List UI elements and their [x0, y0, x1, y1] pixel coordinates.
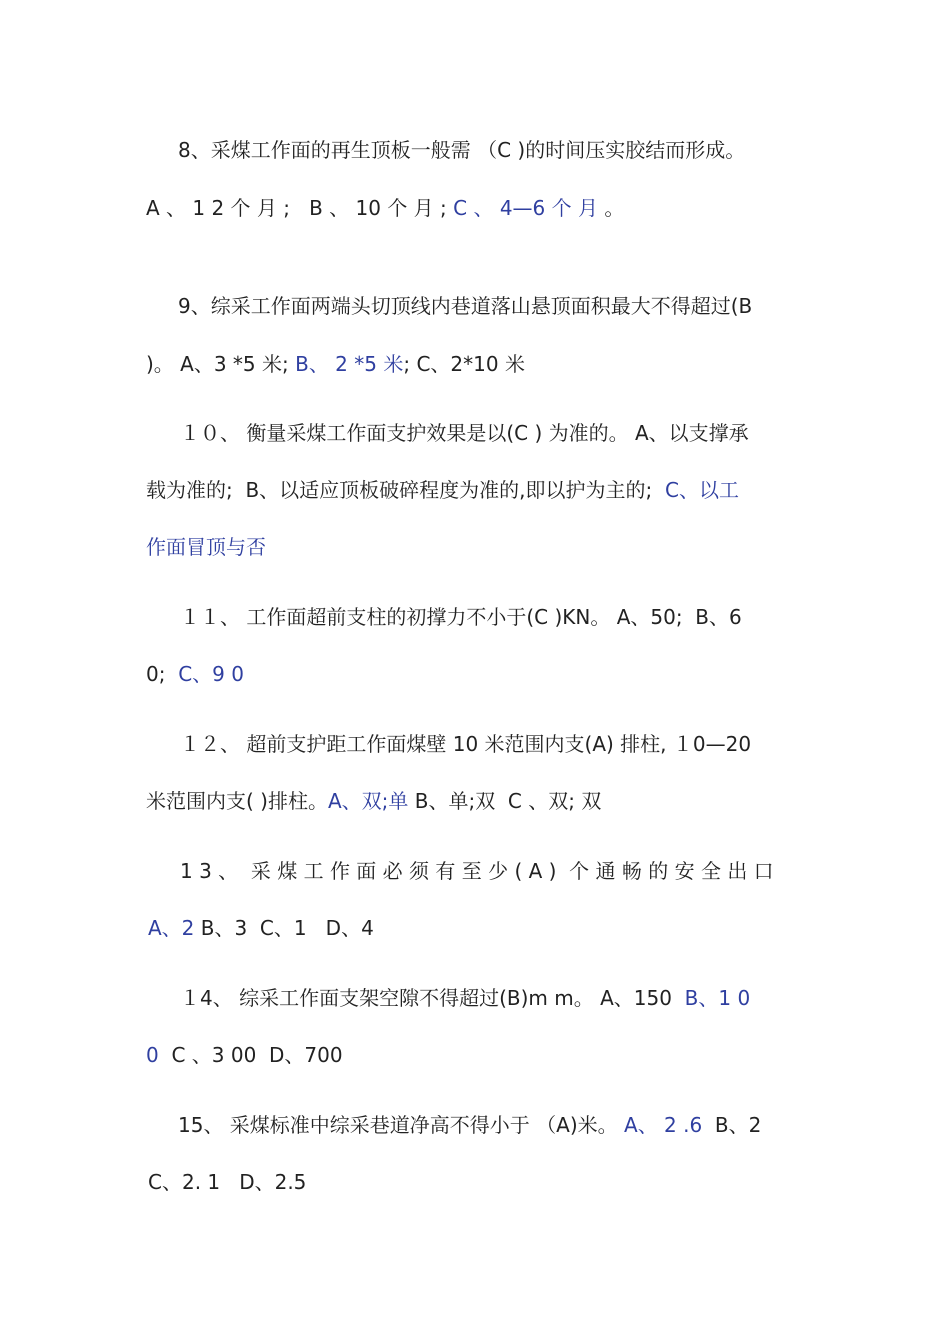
answer-text: 0: [146, 1043, 159, 1067]
question-1-line-2: [146, 194, 950, 222]
answer-text: A、双;单: [327, 789, 409, 813]
question-text: １０、 衡量采煤工作面支护效果是以(C ) 为准的。 A、以支撑承: [180, 421, 749, 445]
question-3-line-2: [146, 476, 950, 504]
question-text: B、2: [702, 1113, 762, 1137]
question-text: １２、 超前支护距工作面煤壁 10 米范围内支(A) 排柱, １0—20: [180, 732, 752, 756]
question-5-line-1: [180, 730, 950, 758]
answer-text: B、 2 *5 米: [295, 352, 404, 376]
question-5-line-2: [146, 787, 950, 815]
question-8-line-1: [178, 1111, 950, 1139]
question-text: １１、 工作面超前支柱的初撑力不小于(C )KN。 A、50; B、6: [180, 605, 742, 629]
question-text: 载为准的; B、以适应顶板破碎程度为准的,即以护为主的;: [146, 478, 665, 502]
question-text: ; C、2*10 米: [403, 352, 525, 376]
question-8-line-2: [148, 1168, 950, 1196]
question-6-line-2: [148, 914, 950, 942]
question-text: C、2. 1 D、2.5: [148, 1170, 307, 1194]
question-text: 15、 采煤标准中综采巷道净高不得小于 （A)米。: [178, 1113, 625, 1137]
answer-text: A、2: [148, 916, 195, 940]
answer-text: C、以工: [664, 478, 739, 502]
question-text: A 、 1 2 个 月 ; B 、 10 个 月 ;: [146, 196, 454, 220]
answer-text: 作面冒顶与否: [146, 535, 266, 559]
question-6-line-1: [180, 857, 950, 885]
question-3-line-3: [146, 533, 950, 561]
question-text: 米范围内支( )排柱。: [146, 789, 328, 813]
question-2-line-2: [146, 350, 950, 378]
question-text: 9、综采工作面两端头切顶线内巷道落山悬顶面积最大不得超过(B: [178, 294, 753, 318]
question-text: 1 3 、 采 煤 工 作 面 必 须 有 至 少 ( A ) 个 通 畅 的 安 全 出 口: [180, 859, 774, 883]
question-text: １4、 综采工作面支架空隙不得超过(B)m m。 A、150: [180, 986, 685, 1010]
question-1-line-1: [178, 136, 950, 164]
question-text: B、单;双 C 、双; 双: [408, 789, 602, 813]
question-4-line-1: [180, 603, 950, 631]
answer-text: C 、 4—6 个 月: [453, 196, 598, 220]
question-text: 8、采煤工作面的再生顶板一般需 （C )的时间压实胶结而形成。: [178, 138, 746, 162]
question-text: 0;: [146, 662, 179, 686]
question-4-line-2: [146, 660, 950, 688]
question-7-line-1: [180, 984, 950, 1012]
question-text: )。 A、3 *5 米;: [146, 352, 296, 376]
question-7-line-2: [146, 1041, 950, 1069]
question-text: 。: [597, 196, 625, 220]
question-text: B、3 C、1 D、4: [194, 916, 374, 940]
answer-text: C、9 0: [178, 662, 244, 686]
answer-text: A、 2 .6: [624, 1113, 703, 1137]
question-3-line-1: [180, 419, 950, 447]
question-text: C 、3 00 D、700: [158, 1043, 343, 1067]
answer-text: B、1 0: [684, 986, 751, 1010]
question-2-line-1: [178, 292, 950, 320]
